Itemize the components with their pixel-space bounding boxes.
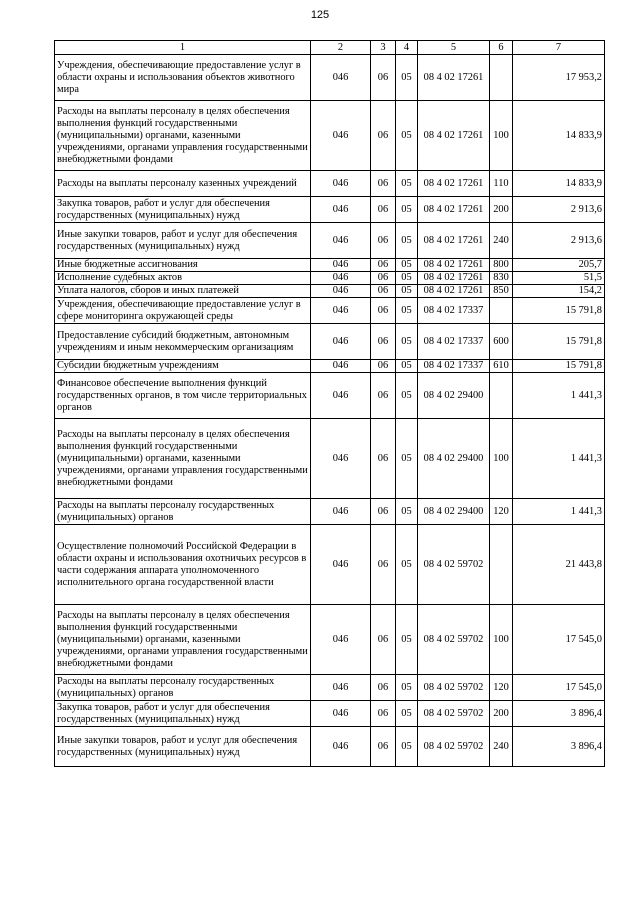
row-subsection-code: 05 [396, 197, 418, 223]
row-description: Расходы на выплаты персоналу государственных (муниципальных) органов [55, 499, 311, 525]
row-ministry-code: 046 [311, 324, 371, 360]
row-target-article: 08 4 02 29400 [418, 499, 490, 525]
row-ministry-code: 046 [311, 298, 371, 324]
row-description: Иные закупки товаров, работ и услуг для обеспечения государственных (муниципальных) нужд [55, 223, 311, 259]
row-description: Расходы на выплаты персоналу в целях обеспечения выполнения функций государственными (муниципальными) органами, казенными учреждениями, органами управления государственными внебюджетными фондами [55, 419, 311, 499]
table-row [55, 259, 605, 272]
row-section-code: 06 [371, 101, 396, 171]
row-target-article: 08 4 02 17261 [418, 197, 490, 223]
table-row [55, 675, 605, 701]
row-expense-type: 800 [490, 259, 513, 272]
row-amount: 2 913,6 [513, 197, 605, 223]
row-section-code: 06 [371, 419, 396, 499]
row-expense-type: 240 [490, 223, 513, 259]
row-description: Расходы на выплаты персоналу в целях обеспечения выполнения функций государственными (муниципальными) органами, казенными учреждениями, органами управления государственными внебюджетными фондами [55, 101, 311, 171]
row-subsection-code: 05 [396, 272, 418, 285]
row-subsection-code: 05 [396, 259, 418, 272]
row-amount: 154,2 [513, 285, 605, 298]
row-section-code: 06 [371, 373, 396, 419]
row-ministry-code: 046 [311, 525, 371, 605]
row-target-article: 08 4 02 29400 [418, 419, 490, 499]
row-section-code: 06 [371, 197, 396, 223]
row-amount: 1 441,3 [513, 499, 605, 525]
row-section-code: 06 [371, 298, 396, 324]
row-ministry-code: 046 [311, 197, 371, 223]
row-target-article: 08 4 02 59702 [418, 701, 490, 727]
row-amount: 51,5 [513, 272, 605, 285]
table-row [55, 324, 605, 360]
row-description: Предоставление субсидий бюджетным, автономным учреждениям и иным некоммерческим организациям [55, 324, 311, 360]
row-amount: 17 545,0 [513, 605, 605, 675]
column-header: 4 [396, 41, 418, 55]
page-number: 125 [310, 9, 330, 21]
row-expense-type [490, 373, 513, 419]
row-expense-type: 120 [490, 499, 513, 525]
row-expense-type: 100 [490, 605, 513, 675]
row-expense-type: 240 [490, 727, 513, 767]
row-expense-type: 600 [490, 324, 513, 360]
table-row [55, 298, 605, 324]
row-ministry-code: 046 [311, 223, 371, 259]
row-description: Осуществление полномочий Российской Федерации в области охраны и использования охотничьих ресурсов в части содержания аппарата уполномоченного исполнительного органа государственной власти [55, 525, 311, 605]
row-expense-type [490, 55, 513, 101]
table-row [55, 272, 605, 285]
table-body [55, 55, 605, 767]
row-subsection-code: 05 [396, 101, 418, 171]
row-target-article: 08 4 02 17337 [418, 324, 490, 360]
row-target-article: 08 4 02 59702 [418, 525, 490, 605]
row-target-article: 08 4 02 17261 [418, 223, 490, 259]
column-header: 1 [55, 41, 311, 55]
table-row [55, 197, 605, 223]
row-subsection-code: 05 [396, 605, 418, 675]
row-expense-type: 830 [490, 272, 513, 285]
row-ministry-code: 046 [311, 605, 371, 675]
row-amount: 14 833,9 [513, 101, 605, 171]
row-expense-type [490, 298, 513, 324]
row-section-code: 06 [371, 675, 396, 701]
column-header: 7 [513, 41, 605, 55]
row-amount: 1 441,3 [513, 419, 605, 499]
row-ministry-code: 046 [311, 55, 371, 101]
row-subsection-code: 05 [396, 223, 418, 259]
row-target-article: 08 4 02 17337 [418, 298, 490, 324]
row-expense-type: 110 [490, 171, 513, 197]
row-amount: 17 545,0 [513, 675, 605, 701]
row-description: Расходы на выплаты персоналу казенных учреждений [55, 171, 311, 197]
row-section-code: 06 [371, 525, 396, 605]
row-amount: 205,7 [513, 259, 605, 272]
row-subsection-code: 05 [396, 525, 418, 605]
header-row [55, 41, 605, 55]
table-row [55, 223, 605, 259]
table-row [55, 55, 605, 101]
table-row [55, 419, 605, 499]
row-amount: 3 896,4 [513, 701, 605, 727]
row-description: Иные бюджетные ассигнования [55, 259, 311, 272]
row-section-code: 06 [371, 272, 396, 285]
row-ministry-code: 046 [311, 259, 371, 272]
row-target-article: 08 4 02 17261 [418, 272, 490, 285]
column-header: 3 [371, 41, 396, 55]
row-amount: 3 896,4 [513, 727, 605, 767]
row-description: Исполнение судебных актов [55, 272, 311, 285]
row-subsection-code: 05 [396, 701, 418, 727]
budget-table [54, 40, 605, 767]
row-target-article: 08 4 02 17261 [418, 171, 490, 197]
row-subsection-code: 05 [396, 675, 418, 701]
row-description: Расходы на выплаты персоналу в целях обеспечения выполнения функций государственными (муниципальными) органами, казенными учреждениями, органами управления государственными внебюджетными фондами [55, 605, 311, 675]
table-row [55, 360, 605, 373]
row-amount: 1 441,3 [513, 373, 605, 419]
row-expense-type: 200 [490, 197, 513, 223]
row-section-code: 06 [371, 605, 396, 675]
row-subsection-code: 05 [396, 285, 418, 298]
row-target-article: 08 4 02 59702 [418, 675, 490, 701]
row-section-code: 06 [371, 223, 396, 259]
row-ministry-code: 046 [311, 675, 371, 701]
row-section-code: 06 [371, 285, 396, 298]
table-row [55, 701, 605, 727]
table-row [55, 171, 605, 197]
row-section-code: 06 [371, 360, 396, 373]
row-subsection-code: 05 [396, 373, 418, 419]
row-amount: 15 791,8 [513, 298, 605, 324]
row-target-article: 08 4 02 17261 [418, 285, 490, 298]
row-ministry-code: 046 [311, 171, 371, 197]
row-subsection-code: 05 [396, 55, 418, 101]
row-ministry-code: 046 [311, 101, 371, 171]
row-expense-type [490, 525, 513, 605]
row-expense-type: 120 [490, 675, 513, 701]
row-subsection-code: 05 [396, 499, 418, 525]
row-subsection-code: 05 [396, 419, 418, 499]
column-header: 5 [418, 41, 490, 55]
column-header: 2 [311, 41, 371, 55]
row-description: Учреждения, обеспечивающие предоставление услуг в сфере мониторинга окружающей среды [55, 298, 311, 324]
row-amount: 15 791,8 [513, 360, 605, 373]
row-subsection-code: 05 [396, 727, 418, 767]
row-description: Субсидии бюджетным учреждениям [55, 360, 311, 373]
row-subsection-code: 05 [396, 171, 418, 197]
row-expense-type: 850 [490, 285, 513, 298]
row-ministry-code: 046 [311, 499, 371, 525]
row-ministry-code: 046 [311, 272, 371, 285]
row-amount: 17 953,2 [513, 55, 605, 101]
row-description: Иные закупки товаров, работ и услуг для обеспечения государственных (муниципальных) нужд [55, 727, 311, 767]
row-ministry-code: 046 [311, 419, 371, 499]
row-expense-type: 100 [490, 101, 513, 171]
table-row [55, 499, 605, 525]
row-ministry-code: 046 [311, 360, 371, 373]
row-description: Учреждения, обеспечивающие предоставление услуг в области охраны и использования объектов животного мира [55, 55, 311, 101]
row-target-article: 08 4 02 17337 [418, 360, 490, 373]
row-subsection-code: 05 [396, 298, 418, 324]
row-section-code: 06 [371, 259, 396, 272]
row-description: Финансовое обеспечение выполнения функций государственных органов, в том числе территориальных органов [55, 373, 311, 419]
row-description: Закупка товаров, работ и услуг для обеспечения государственных (муниципальных) нужд [55, 701, 311, 727]
row-target-article: 08 4 02 17261 [418, 101, 490, 171]
row-section-code: 06 [371, 171, 396, 197]
row-target-article: 08 4 02 29400 [418, 373, 490, 419]
row-section-code: 06 [371, 727, 396, 767]
row-amount: 14 833,9 [513, 171, 605, 197]
table-row [55, 373, 605, 419]
row-target-article: 08 4 02 17261 [418, 55, 490, 101]
row-description: Расходы на выплаты персоналу государственных (муниципальных) органов [55, 675, 311, 701]
row-section-code: 06 [371, 55, 396, 101]
table-row [55, 285, 605, 298]
row-amount: 15 791,8 [513, 324, 605, 360]
column-header: 6 [490, 41, 513, 55]
table-row [55, 605, 605, 675]
row-ministry-code: 046 [311, 701, 371, 727]
row-amount: 21 443,8 [513, 525, 605, 605]
row-subsection-code: 05 [396, 360, 418, 373]
row-subsection-code: 05 [396, 324, 418, 360]
row-description: Закупка товаров, работ и услуг для обеспечения государственных (муниципальных) нужд [55, 197, 311, 223]
table-row [55, 525, 605, 605]
row-expense-type: 610 [490, 360, 513, 373]
row-ministry-code: 046 [311, 727, 371, 767]
row-target-article: 08 4 02 17261 [418, 259, 490, 272]
row-description: Уплата налогов, сборов и иных платежей [55, 285, 311, 298]
row-section-code: 06 [371, 701, 396, 727]
row-expense-type: 100 [490, 419, 513, 499]
table-row [55, 101, 605, 171]
table-row [55, 727, 605, 767]
row-expense-type: 200 [490, 701, 513, 727]
row-amount: 2 913,6 [513, 223, 605, 259]
row-target-article: 08 4 02 59702 [418, 605, 490, 675]
row-section-code: 06 [371, 324, 396, 360]
row-section-code: 06 [371, 499, 396, 525]
row-ministry-code: 046 [311, 373, 371, 419]
row-target-article: 08 4 02 59702 [418, 727, 490, 767]
row-ministry-code: 046 [311, 285, 371, 298]
